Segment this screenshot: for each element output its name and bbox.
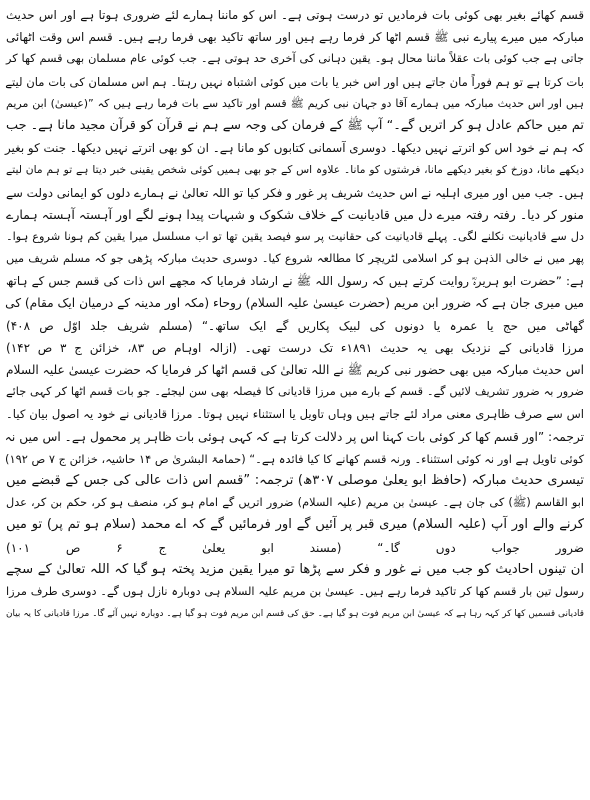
reference-line: مرزا قادیانی کے نزدیک بھی یہ حدیث ۱۸۹۱ء تک درست تھی۔ (ازالہ اوہام ص ۸۳، خزائن ج ۳ ص ۱۴۲) <box>6 340 585 355</box>
text-line: قادیانی قسمیں کھا کر کہہ رہا ہے کہ عیسیٰ ابن مریم فوت ہو گیا ہے۔ حق کی قسم ابن مریم فوت ہو گیا ہے۔ دوبارہ نہیں آئے گا۔ مرزا قادیانی کا یہ بیان <box>6 609 584 620</box>
text-line: مبارکہ میں میرے پیارے نبی ﷺ قسم اٹھا کر فرما رہے ہیں اور ساتھ تاکید بھی فرما رہے ہیں۔ قسم اس وقت اٹھائی <box>6 30 584 45</box>
text-line: پھر میں نے خالی الذہن ہو کر اسلامی لٹریچر کا مطالعہ شروع کیا۔ دوسری حدیث مبارکہ پڑھی جو کہ مسلم شریف میں <box>6 252 584 266</box>
text-line: اس سے صرف ظاہری معنی مراد لئے جاتے ہیں وہاں تاویل یا استثناء نہیں ہوتا۔ مرزا قادیانی نے خود یہ اصول بیان کیا۔ <box>6 407 584 422</box>
text-line: منور کر دیا۔ رفتہ رفتہ میرے دل میں قادیانیت کے خلاف شکوک و شبہات پیدا ہونے لگے اور آہستہ آہستہ ہمارے <box>6 206 584 222</box>
reference-line: گھاٹی میں حج یا عمرہ یا دونوں کی لبیک پکاریں گے ایک ساتھ۔“ (مسلم شریف جلد اوّل ص ۴۰۸) <box>6 318 584 333</box>
urdu-text-body <box>6 4 584 796</box>
text-line: کہ ہم نے خود اس کو اترتے نہیں دیکھا۔ دوسری آسمانی کتابوں کو مانا ہے۔ ان کو بھی اترتے نہیں دیکھا۔ جنت کو بغیر <box>4 141 584 156</box>
text-line: جاتی ہے جب کوئی بات عقلاً ماننا محال ہو۔ یقین دہانی کی آخری حد ہوتی ہے۔ جب کوئی عام مسلمان بھی قسم کھا کر <box>6 52 584 66</box>
text-line: کرنے والے اور آپ (علیہ السلام) میری قبر پر آئیں گے اور فرمائیں گے کہ اے محمد (سلام ہو تم پر) تو میں <box>6 517 584 533</box>
text-line: ابو القاسم (ﷺ) کی جان ہے۔ عیسیٰ بن مریم (علیہ السلام) ضرور اتریں گے امام ہو کر، منصف ہو کر، حکم بن کر، عدل <box>6 496 584 510</box>
text-line: دل سے قادیانیت نکلنے لگی۔ پہلے قادیانیت کی حقانیت پر سو فیصد یقین تھا تو اب مسلسل میرا یقین کم ہونا شروع ہوا۔ <box>6 229 584 243</box>
text-line: ہے: ”حضرت ابو ہریرہؓ روایت کرتے ہیں کہ رسول اللہ ﷺ نے ارشاد فرمایا کہ مجھے اس ذات کی قسم جس کے ہاتھ <box>6 274 584 289</box>
text-line: تیسری حدیث مبارکہ (حافظ ابو یعلیٰ موصلی ۳۰۷ھ) ترجمہ: ”قسم اس ذات عالی کی جس کے قبضے میں <box>6 472 584 488</box>
text-line: ضرور بہ ضرور تشریف لائیں گے۔ قسم کے بارے میں مرزا قادیانی کا فیصلہ بھی سن لیجئے۔ جو بات قسم اٹھا کر کہی جائے <box>6 385 584 399</box>
text-line: بات کرتا ہے تو ہم فوراً مان جاتے ہیں اور اس خبر یا بات میں کوئی اشتباہ نہیں رہتا۔ ہم اس مسلمان کی بات مان لیتے <box>5 74 584 89</box>
text-line: قسم کھائے بغیر بھی کوئی بات فرمادیں تو درست ہوتی ہے۔ اس کو ماننا ہمارے لئے ضروری ہوتا ہے اور اس حدیث <box>6 8 584 22</box>
reference-line: کوئی تاویل ہے اور نہ کوئی استثناء۔ ورنہ قسم کھانے کا کیا فائدہ ہے۔“ (حمامۃ البشریٰ ص ۱۴ حاشیہ، خزائن ج ۷ ص ۱۹۲) <box>5 451 584 466</box>
text-line: ہیں اور اس حدیث مبارکہ میں ہمارے آقا دو جہان نبی کریم ﷺ قسم اور تاکید سے بات فرما رہے ہیں کہ ”(عیسیٰ) ابن مریم <box>6 96 584 110</box>
reference-line: ضرور جواب دوں گا۔“ (مسند ابو یعلیٰ ج ۶ ص ۱۰۱) <box>6 540 584 555</box>
text-line: دیکھے مانا، دوزخ کو بغیر دیکھے مانا، فرشتوں کو مانا۔ علاوہ اس کے جو بھی ہمیں کوئی شخص یقینی خبر دیتا ہے تو ہم مان لیتے <box>6 163 584 177</box>
text-line: رسول تین بار قسم کھا کر تاکید فرما رہے ہیں۔ عیسیٰ بن مریم علیہ السلام ہی دوبارہ نازل ہوں گے۔ دوسری طرف مرزا <box>6 584 584 598</box>
text-line: ان تینوں احادیث کو جب میں نے غور و فکر سے پڑھا تو میرا یقین مزید پختہ ہو گیا کہ اللہ تعالیٰ کے سچے <box>6 561 584 577</box>
text-line: میں میری جان ہے کہ ضرور ابن مریم (حضرت عیسیٰ علیہ السلام) روحاء (مکہ اور مدینہ کے درمیان ایک مقام) کی <box>5 296 584 311</box>
text-line: ہیں۔ جب میں اور میری اہلیہ نے اس حدیث شریف پر غور و فکر کیا تو اللہ تعالیٰ نے ہمارے دلوں کو ایمانی دولت سے <box>5 185 584 200</box>
text-line: تم میں حاکم عادل ہو کر اتریں گے۔“ آپ ﷺ کے فرمان کی وجہ سے ہم نے قرآن کو قرآن مجید مانا ہے۔ جب <box>6 117 584 133</box>
text-line: ترجمہ: ”اور قسم کھا کر کوئی بات کہنا اس پر دلالت کرتا ہے کہ کہی ہوئی بات ظاہر پر محمول ہے۔ اس میں نہ <box>4 429 584 444</box>
text-line: اس حدیث مبارکہ میں بھی حضور نبی کریم ﷺ نے اللہ تعالیٰ کی قسم اٹھا کر فرمایا کہ حضرت عیسیٰ علیہ السلام <box>6 363 584 377</box>
